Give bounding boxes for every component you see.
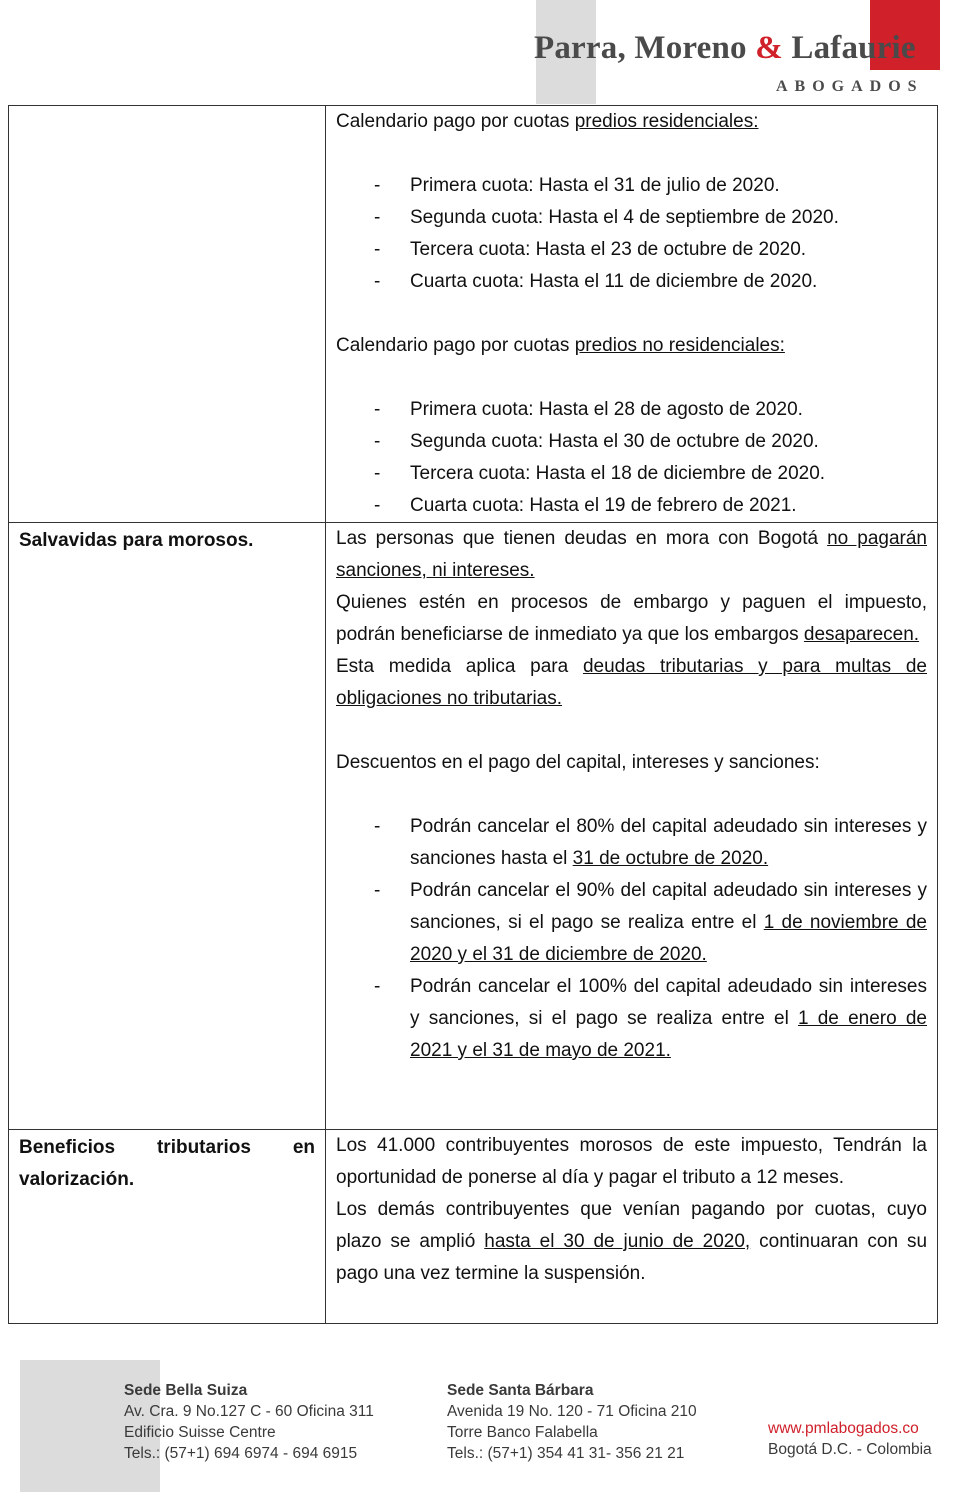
list-item: - Cuarta cuota: Hasta el 11 de diciembre de 2020. xyxy=(336,266,927,298)
list-no-residenciales xyxy=(336,394,927,522)
footer-sede-bella-suiza: Sede Bella Suiza Av. Cra. 9 No.127 C - 60 Oficina 311 Edificio Suisse Centre Tels.: (57+1) 694 6974 - 694 6915 xyxy=(124,1382,374,1462)
list-item: - Primera cuota: Hasta el 31 de julio de 2020. xyxy=(336,170,927,202)
paragraph: Calendario pago por cuotas predios no residenciales: xyxy=(336,335,785,356)
list-item: - Podrán cancelar el 80% del capital adeudado sin intereses y sanciones hasta el 31 de octubre de 2020. xyxy=(336,811,927,875)
row-label-empty xyxy=(9,106,326,523)
paragraph: Los 41.000 contribuyentes morosos de este impuesto, Tendrán la oportunidad de ponerse al día y pagar el tributo a 12 meses. xyxy=(336,1135,927,1188)
list-item: - Tercera cuota: Hasta el 23 de octubre de 2020. xyxy=(336,234,927,266)
row-content xyxy=(326,523,938,1130)
list-item: - Tercera cuota: Hasta el 18 de diciembre de 2020. xyxy=(336,458,927,490)
list-item: - Podrán cancelar el 90% del capital adeudado sin intereses y sanciones, si el pago se realiza entre el 1 de noviembre de 2020 y el 31 de diciembre de 2020. xyxy=(336,875,927,971)
list-item: - Segunda cuota: Hasta el 30 de octubre de 2020. xyxy=(336,426,927,458)
table-row xyxy=(9,1130,938,1324)
list-residenciales xyxy=(336,170,927,298)
website-link[interactable]: www.pmlabogados.co xyxy=(768,1420,919,1437)
paragraph: Calendario pago por cuotas predios residenciales: xyxy=(336,111,759,132)
paragraph: Descuentos en el pago del capital, intereses y sanciones: xyxy=(336,752,820,773)
paragraph: Las personas que tienen deudas en mora con Bogotá no pagarán sanciones, ni intereses. xyxy=(336,528,927,581)
row-label: Salvavidas para morosos. xyxy=(9,523,326,1130)
table-row xyxy=(9,106,938,523)
row-label: Beneficios tributarios en valorización. xyxy=(9,1130,326,1324)
list-item: - Primera cuota: Hasta el 28 de agosto de 2020. xyxy=(336,394,927,426)
benefits-table xyxy=(8,105,938,1324)
row-content xyxy=(326,1130,938,1324)
list-item: - Podrán cancelar el 100% del capital adeudado sin intereses y sanciones, si el pago se realiza entre el 1 de enero de 2021 y el 31 de mayo de 2021. xyxy=(336,971,927,1067)
table-row xyxy=(9,523,938,1130)
firm-name: Parra, Moreno & Lafaurie xyxy=(534,30,916,66)
list-descuentos xyxy=(336,811,927,1067)
list-item: - Cuarta cuota: Hasta el 19 de febrero de 2021. xyxy=(336,490,927,522)
paragraph: Los demás contribuyentes que venían pagando por cuotas, cuyo plazo se amplió hasta el 30 de junio de 2020, continuaran con su pago una vez termine la suspensión. xyxy=(336,1199,928,1284)
paragraph: Esta medida aplica para deudas tributarias y para multas de obligaciones no tributarias. xyxy=(336,656,928,709)
list-item: - Segunda cuota: Hasta el 4 de septiembre de 2020. xyxy=(336,202,927,234)
row-content xyxy=(326,106,938,523)
footer-contact xyxy=(768,1418,932,1460)
firm-subtitle: ABOGADOS xyxy=(776,78,924,95)
footer-sede-santa-barbara: Sede Santa Bárbara Avenida 19 No. 120 - 71 Oficina 210 Torre Banco Falabella Tels.: (57+1) 354 41 31- 356 21 21 xyxy=(447,1382,697,1462)
paragraph: Quienes estén en procesos de embargo y paguen el impuesto, podrán beneficiarse de inmediato ya que los embargos desaparecen. xyxy=(336,592,927,645)
city-label: Bogotá D.C. - Colombia xyxy=(768,1441,932,1458)
